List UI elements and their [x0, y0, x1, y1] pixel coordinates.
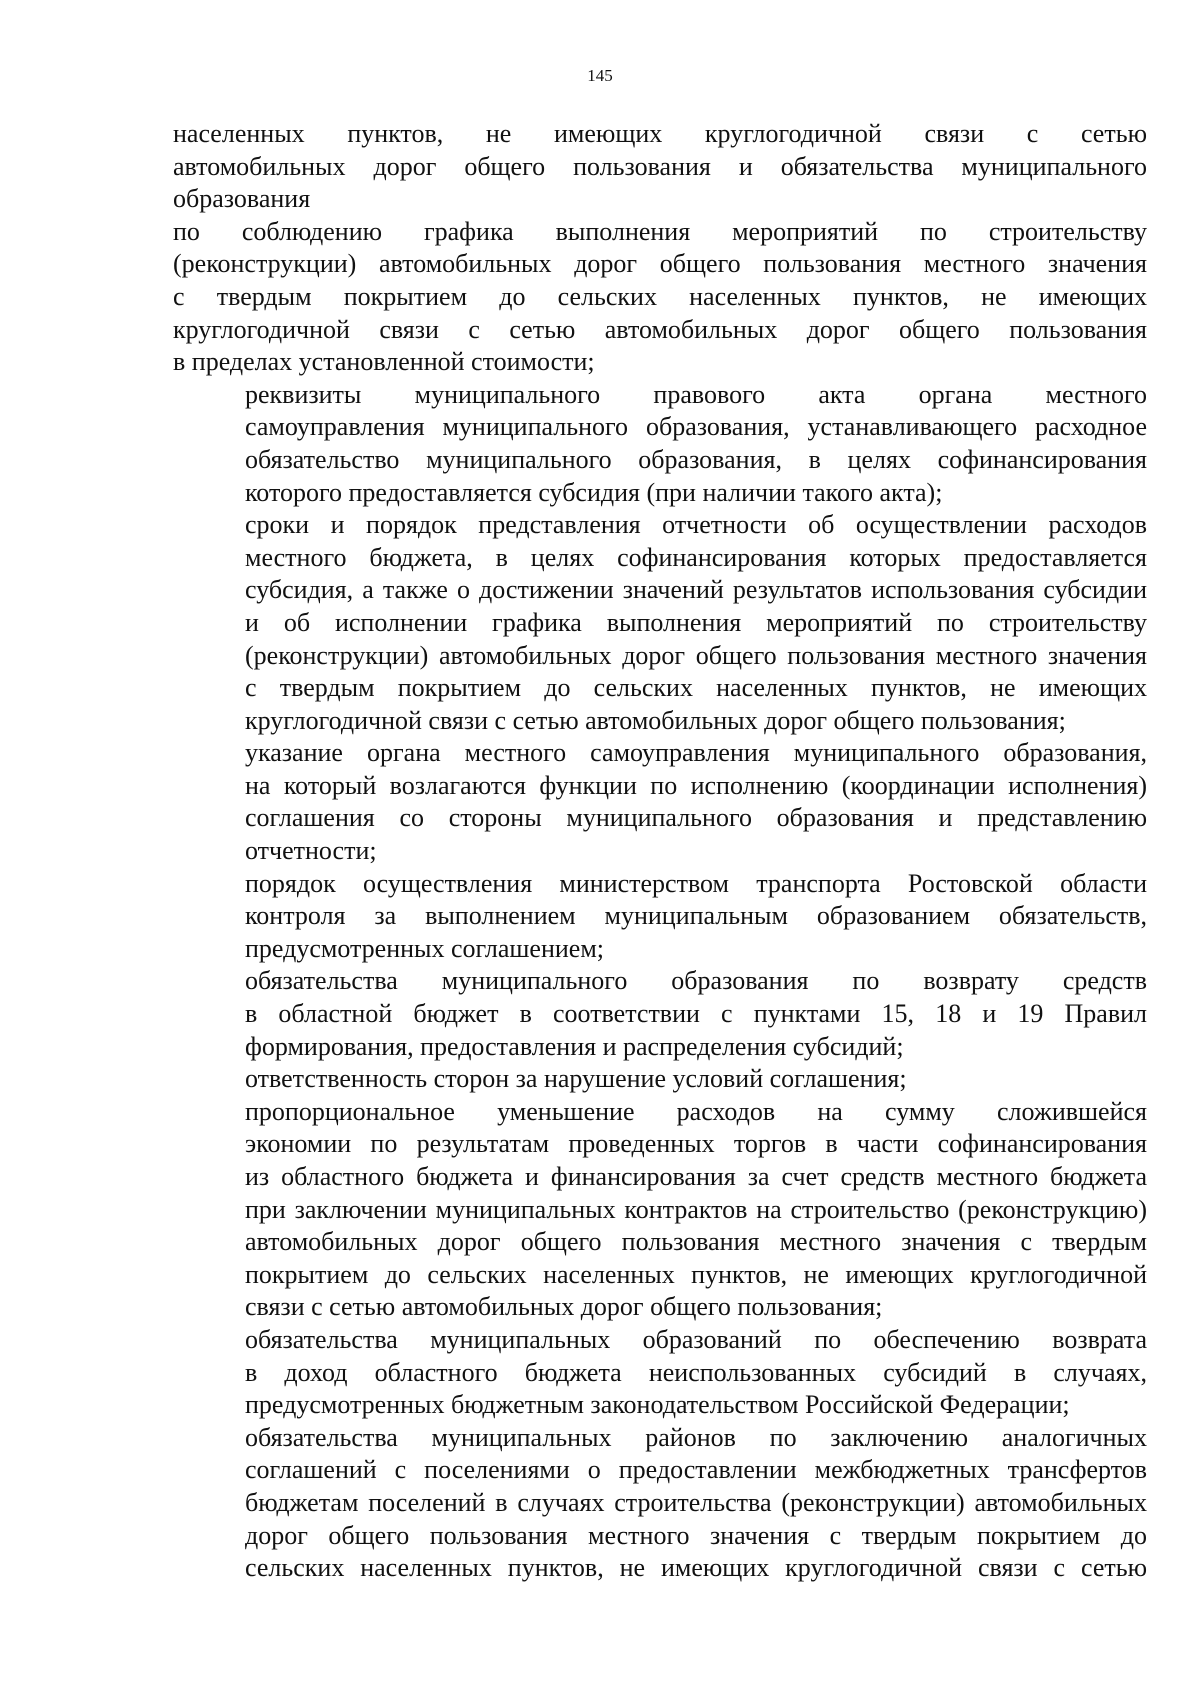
text-line: ответственность сторон за нарушение условий соглашения; [245, 1064, 907, 1094]
text-line: в пределах установленной стоимости; [173, 347, 595, 377]
paragraph [173, 216, 1147, 379]
page-number: 145 [587, 66, 613, 85]
text-line: из областного бюджета и финансирования за счет средств местного бюджета [245, 1162, 1147, 1191]
text-line: самоуправления муниципального образования, устанавливающего расходное [245, 412, 1147, 442]
text-line: автомобильных дорог общего пользования и обязательства муниципального [173, 151, 1147, 181]
text-line: пропорциональное уменьшение расходов на сумму сложившейся [245, 1096, 1147, 1126]
text-line: сроки и порядок представления отчетности об осуществлении расходов [245, 510, 1147, 540]
text-line: которого предоставляется субсидия (при наличии такого акта); [245, 477, 943, 507]
text-line: образования [173, 184, 311, 214]
paragraph [173, 1422, 1147, 1585]
text-line: и об исполнении графика выполнения мероприятий по строительству [245, 607, 1147, 637]
text-line: сельских населенных пунктов, не имеющих круглогодичной связи с сетью [245, 1553, 1147, 1583]
paragraph [173, 965, 1147, 1063]
text-line: дорог общего пользования местного значения с твердым покрытием до [245, 1520, 1147, 1550]
text-line: на который возлагаются функции по исполнению (координации исполнения) [245, 770, 1147, 800]
text-line: контроля за выполнением муниципальным образованием обязательств, [245, 901, 1147, 931]
text-line: предусмотренных бюджетным законодательством Российской Федерации; [245, 1390, 1070, 1420]
text-line: соглашений с поселениями о предоставлении межбюджетных трансфертов [245, 1455, 1147, 1485]
paragraph [173, 1063, 1147, 1096]
text-line: предусмотренных соглашением; [245, 933, 605, 963]
text-line: населенных пунктов, не имеющих круглогодичной связи с сетью [173, 119, 1147, 148]
text-line: бюджетам поселений в случаях строительства (реконструкции) автомобильных [245, 1487, 1147, 1517]
text-line: круглогодичной связи с сетью автомобильных дорог общего пользования [173, 314, 1147, 344]
text-line: порядок осуществления министерством транспорта Ростовской области [245, 868, 1147, 898]
text-line: реквизиты муниципального правового акта органа местного [245, 379, 1147, 409]
paragraph [173, 737, 1147, 867]
text-line: связи с сетью автомобильных дорог общего пользования; [245, 1292, 883, 1322]
paragraph [173, 379, 1147, 509]
text-line: субсидия, а также о достижении значений результатов использования субсидии [245, 575, 1147, 605]
text-line: экономии по результатам проведенных торгов в части софинансирования [245, 1129, 1147, 1159]
text-line: автомобильных дорог общего пользования местного значения с твердым [245, 1227, 1147, 1257]
text-line: местного бюджета, в целях софинансирования которых предоставляется [245, 542, 1147, 572]
text-line: с твердым покрытием до сельских населенных пунктов, не имеющих [173, 281, 1147, 311]
text-line: обязательства муниципальных образований по обеспечению возврата [245, 1324, 1147, 1354]
text-line: в областной бюджет в соответствии с пунктами 15, 18 и 19 Правил [245, 999, 1147, 1029]
text-line: (реконструкции) автомобильных дорог общего пользования местного значения [173, 249, 1147, 279]
paragraph [173, 118, 1147, 216]
paragraph [173, 868, 1147, 966]
paragraph [173, 509, 1147, 737]
text-line: с твердым покрытием до сельских населенных пунктов, не имеющих [245, 673, 1147, 703]
text-line: отчетности; [245, 836, 377, 866]
text-line: соглашения со стороны муниципального образования и представлению [245, 803, 1147, 833]
text-line: в доход областного бюджета неиспользованных субсидий в случаях, [245, 1357, 1147, 1387]
text-line: (реконструкции) автомобильных дорог общего пользования местного значения [245, 640, 1147, 670]
text-line: обязательства муниципального образования по возврату средств [245, 966, 1147, 996]
document-body [173, 118, 1147, 1585]
text-line: покрытием до сельских населенных пунктов, не имеющих круглогодичной [245, 1259, 1147, 1289]
text-line: по соблюдению графика выполнения мероприятий по строительству [173, 216, 1147, 246]
text-line: указание органа местного самоуправления муниципального образования, [245, 738, 1147, 768]
text-line: круглогодичной связи с сетью автомобильных дорог общего пользования; [245, 705, 1066, 735]
text-line: обязательства муниципальных районов по заключению аналогичных [245, 1422, 1147, 1452]
paragraph [173, 1324, 1147, 1422]
text-line: при заключении муниципальных контрактов на строительство (реконструкцию) [245, 1194, 1147, 1224]
text-line: формирования, предоставления и распределения субсидий; [245, 1031, 904, 1061]
text-line: обязательство муниципального образования, в целях софинансирования [245, 444, 1147, 474]
paragraph [173, 1096, 1147, 1324]
